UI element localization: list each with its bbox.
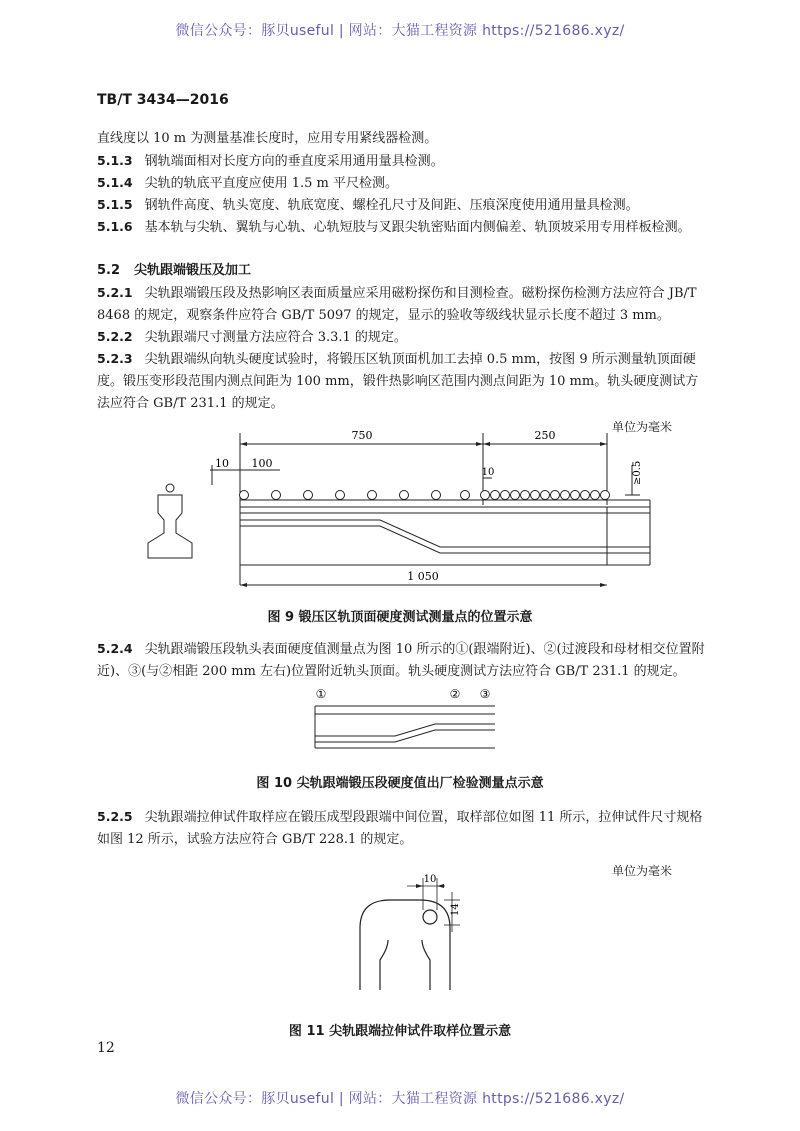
- clause-text: 尖轨跟端拉伸试件取样应在锻压成型段跟端中间位置，取样部位如图 11 所示，拉伸试件尺寸规格如图 12 所示，试验方法应符合 GB/T 228.1 的规定。: [97, 810, 703, 847]
- clause-number: 5.2.4: [97, 641, 133, 656]
- dim-250: 250: [534, 429, 556, 442]
- clause-text: 尖轨跟端锻压段及热影响区表面质量应采用磁粉探伤和目测检查。磁粉探伤检测方法应符合 JB/T 8468 的规定，观察条件应符合 GB/T 5097 的规定，显示的验收等级线状显示长度不超过 3 mm。: [97, 286, 697, 323]
- fig11-unit-label: 单位为毫米: [612, 864, 673, 878]
- clause-number: 5.2.3: [97, 351, 133, 366]
- clause-5-2-3: [97, 348, 710, 415]
- clause-number: 5.2.2: [97, 329, 133, 344]
- clause-number: 5.1.5: [97, 197, 133, 212]
- marker-1: ①: [315, 687, 327, 701]
- clause-5-2-2: [97, 326, 710, 349]
- figure-9-diagram: [140, 425, 670, 600]
- clause-text: 尖轨的轨底平直度应使用 1.5 m 平尺检测。: [144, 176, 398, 191]
- clause-text: 尖轨跟端纵向轨头硬度试验时，将锻压区轨顶面机加工去掉 0.5 mm，按图 9 所示测量轨顶面硬度。锻压变形段范围内测点间距为 100 mm，锻件热影响区范围内测点间距为 10 mm。轨头硬度测试方法应符合 GB/T 231.1 的规定。: [97, 352, 699, 411]
- figure-11-diagram: [340, 870, 470, 1000]
- clause-number: 5.1.6: [97, 219, 133, 234]
- clause-5-1-4: [97, 172, 710, 195]
- standard-header: TB/T 3434—2016: [97, 92, 229, 108]
- clause-text: 基本轨与尖轨、翼轨与心轨、心轨短肢与叉跟尖轨密贴面内侧偏差、轨顶坡采用专用样板检测。: [144, 220, 691, 235]
- dim-10-right: 10: [481, 467, 495, 478]
- clause-number: 5.2.5: [97, 809, 133, 824]
- clause-number: 5.1.3: [97, 153, 133, 168]
- figure-11-caption: 图 11 尖轨跟端拉伸试件取样位置示意: [288, 1024, 512, 1039]
- clause-number: 5.1.4: [97, 175, 133, 190]
- dim-1050: 1 050: [407, 570, 439, 583]
- clause-text: 尖轨跟端尺寸测量方法应符合 3.3.1 的规定。: [144, 330, 407, 345]
- marker-2: ②: [449, 687, 461, 701]
- dim-750: 750: [351, 429, 373, 442]
- clause-text: 尖轨跟端锻压段轨头表面硬度值测量点为图 10 所示的①(跟端附近)、②(过渡段和母材相交位置附近)、③(与②相距 200 mm 左右)位置附近轨头顶面。轨头硬度测试方法应符合 GB/T 231.1 的规定。: [97, 642, 705, 679]
- dim-100: 100: [251, 457, 273, 470]
- page-number: 12: [97, 1040, 115, 1056]
- paragraph-continuation: 直线度以 10 m 为测量基准长度时，应用专用紧线器检测。: [97, 131, 438, 146]
- clause-5-2-4: [97, 638, 710, 683]
- section-number: 5.2: [97, 263, 121, 278]
- dim-10: 10: [423, 874, 437, 885]
- clause-5-1-3: [97, 150, 710, 173]
- section-5-2: [97, 260, 710, 282]
- dim-14: 14: [450, 903, 461, 916]
- marker-3: ③: [479, 687, 491, 701]
- clause-5-2-5: [97, 806, 710, 851]
- fig9-unit-label: 单位为毫米: [612, 420, 673, 434]
- clause-5-1-5: [97, 194, 710, 217]
- clause-number: 5.2.1: [97, 285, 133, 300]
- clause-text: 钢轨件高度、轨头宽度、轨底宽度、螺栓孔尺寸及间距、压痕深度使用通用量具检测。: [144, 198, 639, 213]
- figure-9-caption: 图 9 锻压区轨顶面硬度测试测量点的位置示意: [267, 610, 533, 625]
- dim-0-5: ≥0.5: [632, 460, 643, 485]
- figure-10-caption: 图 10 尖轨跟端锻压段硬度值出厂检验测量点示意: [256, 776, 544, 791]
- watermark-top: 微信公众号：豚贝useful | 网站：大猫工程资源 https://521686.xyz/: [175, 23, 625, 39]
- section-title: 尖轨跟端锻压及加工: [134, 263, 252, 278]
- clause-5-2-1: [97, 282, 710, 327]
- figure-10-diagram: [305, 684, 505, 754]
- watermark-bottom: 微信公众号：豚贝useful | 网站：大猫工程资源 https://521686.xyz/: [175, 1091, 625, 1107]
- clause-5-1-6: [97, 216, 710, 239]
- clause-text: 钢轨端面相对长度方向的垂直度采用通用量具检测。: [144, 154, 444, 169]
- dim-10-left: 10: [215, 457, 229, 470]
